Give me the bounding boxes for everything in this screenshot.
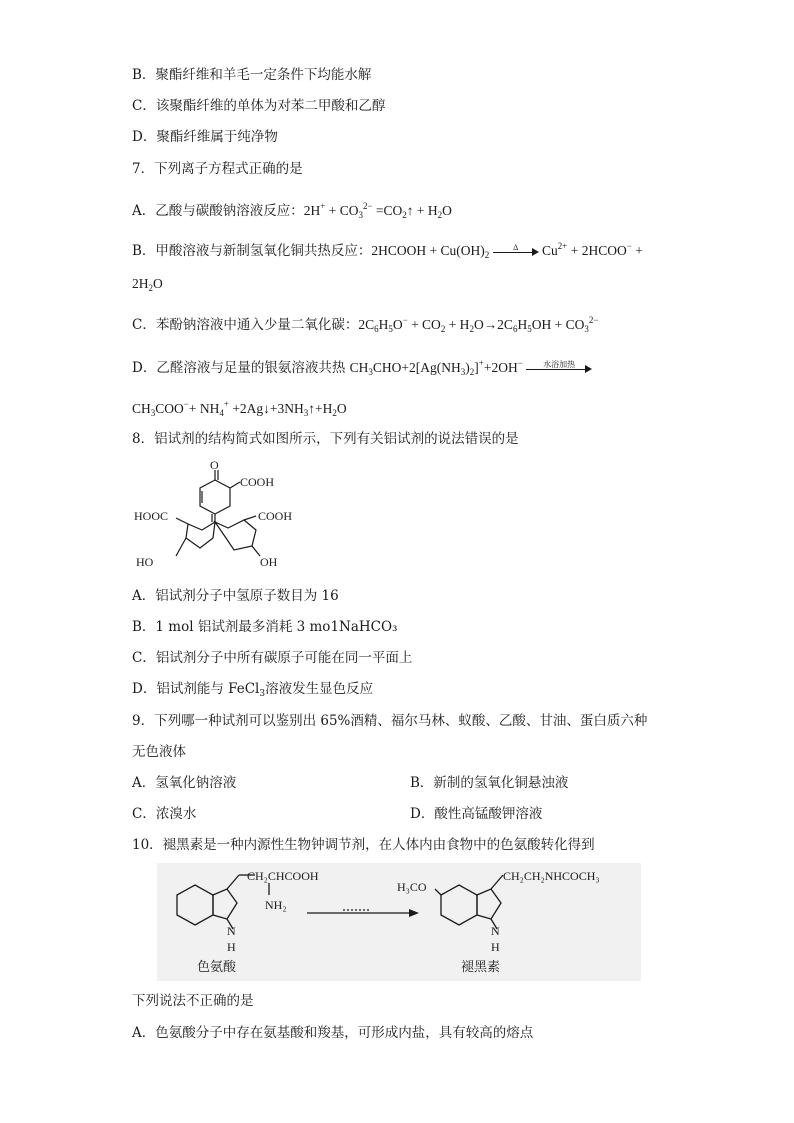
left-h: H <box>227 940 236 954</box>
aluminon-structure <box>130 458 310 574</box>
q7-option-a-label: A．乙酸与碳酸钠溶液反应： <box>132 203 304 219</box>
q7-option-d-equation: $CH_3CHO+2[Ag(NH_3)_2]^++2OH^-$ 水浴加热 <box>350 360 593 375</box>
reaction-arrow: Δ <box>493 243 539 261</box>
reaction-arrow-water-bath: 水浴加热 <box>526 360 592 378</box>
q9-stem-line2: 无色液体 <box>132 744 186 760</box>
q10-follow: 下列说法不正确的是 <box>132 993 254 1009</box>
struct-o: O <box>210 458 219 472</box>
q6-option-d: D．聚酯纤维属于纯净物 <box>132 129 278 145</box>
q7-option-d <box>132 354 592 381</box>
q8-option-d-post: 溶液发生显色反应 <box>265 681 374 697</box>
q9-stem-line1: 9．下列哪一种试剂可以鉴别出 65%酒精、福尔马林、蚁酸、乙酸、甘油、蛋白质六种 <box>132 713 648 729</box>
right-h: H <box>491 940 500 954</box>
left-name: 色氨酸 <box>197 959 237 974</box>
q7-option-c-label: C．苯酚钠溶液中通入少量二氧化碳： <box>132 317 359 333</box>
q9-option-c: C．浓溴水 <box>132 806 197 822</box>
q6-option-b: B．聚酯纤维和羊毛一定条件下均能水解 <box>132 67 372 83</box>
q7-option-a <box>132 197 452 224</box>
q8-option-d-pre: D．铝试剂能与 FeCl <box>132 681 260 697</box>
q10-stem: 10．褪黑素是一种内源性生物钟调节剂，在人体内由食物中的色氨酸转化得到 <box>132 837 595 853</box>
left-amine: NH₂ <box>265 898 287 912</box>
q8-option-b: B．1 mol 铝试剂最多消耗 3 mo1NaHCO₃ <box>132 619 398 635</box>
q8-option-d <box>132 680 373 703</box>
q10-reaction-figure <box>157 863 641 981</box>
struct-hooc-left: HOOC <box>134 509 169 523</box>
q7-option-b-label: B．甲酸溶液与新制氢氧化铜共热反应： <box>132 243 372 259</box>
left-side-chain: CH₂CHCOOH <box>247 869 319 883</box>
q7-option-d-continued: $CH_3COO^-+ NH_4^+$ $+2Ag↓+3NH_3↑+H_2O$ <box>132 399 347 418</box>
q7-option-b <box>132 237 643 264</box>
right-side-chain: CH₂CH₂NHCOCH₃ <box>503 869 600 883</box>
left-n: N <box>227 924 236 938</box>
struct-ho-left: HO <box>136 555 154 569</box>
q9-option-a: A．氢氧化钠溶液 <box>132 775 237 791</box>
struct-oh-right: OH <box>260 555 278 569</box>
q8-stem: 8．铝试剂的结构简式如图所示，下列有关铝试剂的说法错误的是 <box>132 431 519 447</box>
q7-option-a-equation: $2H^+ + CO_3^{2-}$ $=CO_2↑ + H_2O$ <box>303 201 452 220</box>
q7-option-c-equation: $2C_6H_5O^- + CO_2 + H_2O\to 2C_6H_5OH + CO_3^{2-}$ <box>358 315 599 334</box>
right-name: 褪黑素 <box>461 959 501 974</box>
q8-option-c: C．铝试剂分子中所有碳原子可能在同一平面上 <box>132 650 413 666</box>
q7-option-b-continued: $2H_2O$ <box>132 276 163 293</box>
q7-option-c <box>132 311 598 338</box>
q6-option-c: C．该聚酯纤维的单体为对苯二甲酸和乙醇 <box>132 98 386 114</box>
q10-reaction-svg <box>157 863 641 981</box>
q9-option-d: D．酸性高锰酸钾溶液 <box>410 806 543 822</box>
q9-option-b: B．新制的氢氧化铜悬浊液 <box>410 775 569 791</box>
q7-stem: 7．下列离子方程式正确的是 <box>132 161 303 177</box>
q10-option-a: A．色氨酸分子中存在氨基酸和羧基，可形成内盐，具有较高的熔点 <box>132 1025 534 1041</box>
right-methoxy: H₃CO <box>397 880 427 894</box>
struct-cooh-top: COOH <box>240 475 275 489</box>
q8-option-a: A．铝试剂分子中氢原子数目为 16 <box>132 588 339 604</box>
right-n: N <box>491 924 500 938</box>
q7-option-b-equation: 2HCOOH + $Cu(OH)_2$ Δ $Cu^{2+}$ + 2HCOO− + <box>371 241 643 260</box>
q8-option-d-sub: 3 <box>259 689 266 699</box>
q7-option-d-label: D．乙醛溶液与足量的银氨溶液共热 <box>132 360 346 376</box>
struct-cooh-right: COOH <box>258 509 293 523</box>
